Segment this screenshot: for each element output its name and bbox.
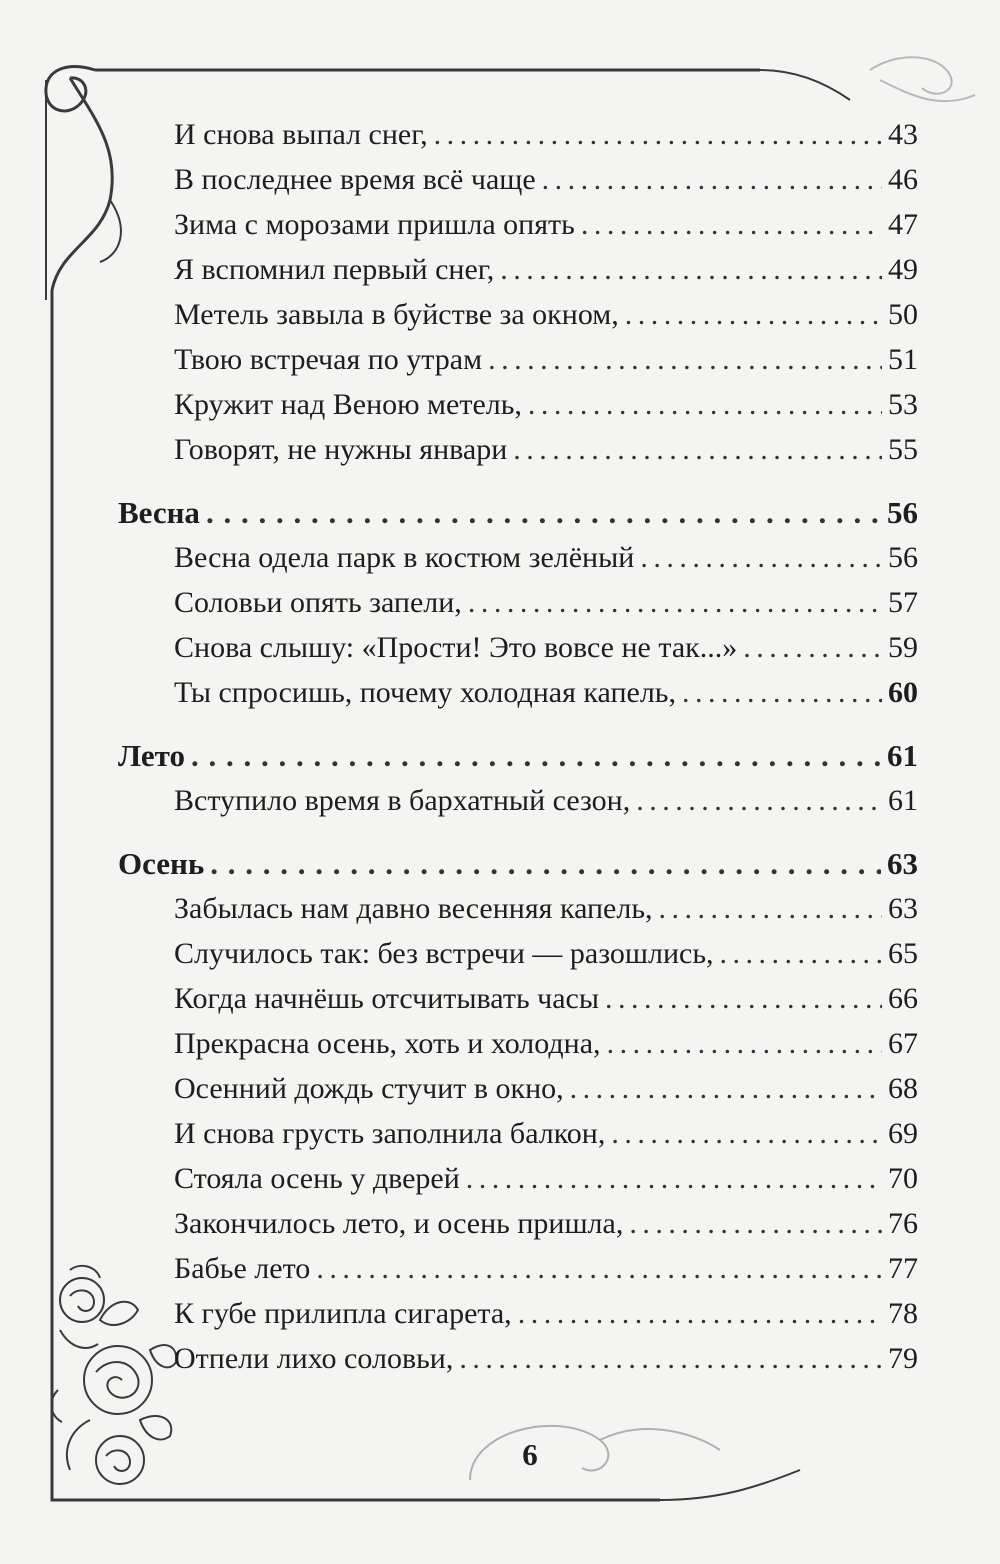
toc-entry-title: Соловьи опять запели, bbox=[174, 586, 462, 619]
toc-entry[interactable] bbox=[174, 1111, 918, 1156]
dot-leader bbox=[659, 886, 882, 931]
toc-entry[interactable] bbox=[174, 976, 918, 1021]
dot-leader bbox=[316, 1246, 882, 1291]
toc-entry-title: Весна bbox=[118, 495, 200, 530]
toc-entry-page: 63 bbox=[888, 892, 918, 925]
dot-leader bbox=[581, 202, 882, 247]
toc-entry-title: Закончилось лето, и осень пришла, bbox=[174, 1207, 624, 1240]
toc-entry-title: И снова грусть заполнила балкон, bbox=[174, 1117, 606, 1150]
toc-entry-page: 55 bbox=[888, 433, 918, 466]
toc-entry[interactable] bbox=[174, 1336, 918, 1381]
toc-entry[interactable] bbox=[174, 535, 918, 580]
toc-entry-page: 56 bbox=[887, 495, 918, 530]
dot-leader bbox=[611, 1111, 882, 1156]
toc-entry-title: Забылась нам давно весенняя капель, bbox=[174, 892, 653, 925]
toc-entry[interactable] bbox=[174, 625, 918, 670]
toc-entry-title: Отпели лихо соловьи, bbox=[174, 1342, 454, 1375]
toc-entry[interactable] bbox=[174, 1066, 918, 1111]
toc-entry[interactable] bbox=[174, 1156, 918, 1201]
toc-entry-title: Когда начнёшь отсчитывать часы bbox=[174, 982, 599, 1015]
toc-entry-title: И снова выпал снег, bbox=[174, 118, 428, 151]
toc-entry-title: Говорят, не нужны январи bbox=[174, 433, 508, 466]
toc-entry[interactable] bbox=[174, 931, 918, 976]
toc-entry-title: Весна одела парк в костюм зелёный bbox=[174, 541, 635, 574]
dot-leader bbox=[459, 1336, 882, 1381]
dot-leader bbox=[743, 625, 882, 670]
toc-entry-title: Бабье лето bbox=[174, 1252, 311, 1285]
toc-entry[interactable] bbox=[174, 886, 918, 931]
toc-entry-page: 78 bbox=[888, 1297, 918, 1330]
toc-entry-page: 53 bbox=[888, 388, 918, 421]
dot-leader bbox=[488, 337, 882, 382]
toc-entry[interactable] bbox=[174, 247, 918, 292]
dot-leader bbox=[210, 841, 881, 886]
dot-leader bbox=[605, 976, 882, 1021]
toc-entry-page: 67 bbox=[888, 1027, 918, 1060]
toc-entry-title: Зима с морозами пришла опять bbox=[174, 208, 575, 241]
toc-entry-title: Осень bbox=[118, 846, 205, 881]
toc-entry-title: Кружит над Веною метель, bbox=[174, 388, 522, 421]
toc-entry-title: Я вспомнил первый снег, bbox=[174, 253, 495, 286]
toc-entry[interactable] bbox=[174, 778, 918, 823]
toc-entry-page: 70 bbox=[888, 1162, 918, 1195]
dot-leader bbox=[640, 535, 882, 580]
toc-entry-page: 47 bbox=[888, 208, 918, 241]
toc-entry[interactable] bbox=[174, 1291, 918, 1336]
toc-entry-page: 76 bbox=[888, 1207, 918, 1240]
dot-leader bbox=[513, 427, 882, 472]
toc-entry-page: 69 bbox=[888, 1117, 918, 1150]
toc-section[interactable] bbox=[118, 733, 918, 778]
dot-leader bbox=[682, 670, 882, 715]
dot-leader bbox=[206, 490, 881, 535]
toc-entry-page: 57 bbox=[888, 586, 918, 619]
toc-entry-title: Метель завыла в буйстве за окном, bbox=[174, 298, 619, 331]
toc-entry-title: В последнее время всё чаще bbox=[174, 163, 536, 196]
toc-entry-title: Твою встречая по утрам bbox=[174, 343, 483, 376]
dot-leader bbox=[629, 1201, 882, 1246]
toc-entry[interactable] bbox=[174, 202, 918, 247]
dot-leader bbox=[528, 382, 882, 427]
dot-leader bbox=[191, 733, 881, 778]
toc-entry-title: Стояла осень у дверей bbox=[174, 1162, 460, 1195]
toc-entry-page: 51 bbox=[888, 343, 918, 376]
toc-entry-page: 46 bbox=[888, 163, 918, 196]
toc-entry-title: Прекрасна осень, хоть и холодна, bbox=[174, 1027, 601, 1060]
toc-entry[interactable] bbox=[174, 112, 918, 157]
toc-entry[interactable] bbox=[174, 670, 918, 715]
toc-entry-title: К губе прилипла сигарета, bbox=[174, 1297, 512, 1330]
toc-entry-page: 79 bbox=[888, 1342, 918, 1375]
toc-entry[interactable] bbox=[174, 382, 918, 427]
toc-entry[interactable] bbox=[174, 580, 918, 625]
toc-entry-page: 65 bbox=[888, 937, 918, 970]
toc-entry[interactable] bbox=[174, 427, 918, 472]
toc-entry-title: Ты спросишь, почему холодная капель, bbox=[174, 676, 676, 709]
dot-leader bbox=[434, 112, 882, 157]
dot-leader bbox=[500, 247, 882, 292]
toc-entry[interactable] bbox=[174, 1201, 918, 1246]
toc-entry-title: Вступило время в бархатный сезон, bbox=[174, 784, 631, 817]
dot-leader bbox=[468, 580, 882, 625]
toc-entry[interactable] bbox=[174, 157, 918, 202]
toc-entry-page: 77 bbox=[888, 1252, 918, 1285]
toc-entry-page: 50 bbox=[888, 298, 918, 331]
table-of-contents bbox=[118, 112, 918, 1381]
dot-leader bbox=[636, 778, 882, 823]
toc-section[interactable] bbox=[118, 490, 918, 535]
toc-entry[interactable] bbox=[174, 1021, 918, 1066]
toc-entry-title: Лето bbox=[118, 738, 185, 773]
toc-entry-title: Снова слышу: «Прости! Это вовсе не так...» bbox=[174, 631, 738, 664]
toc-entry[interactable] bbox=[174, 292, 918, 337]
toc-entry-page: 56 bbox=[888, 541, 918, 574]
toc-entry-page: 60 bbox=[888, 676, 918, 709]
toc-entry-page: 68 bbox=[888, 1072, 918, 1105]
dot-leader bbox=[518, 1291, 882, 1336]
dot-leader bbox=[542, 157, 882, 202]
toc-entry-page: 66 bbox=[888, 982, 918, 1015]
toc-entry-page: 43 bbox=[888, 118, 918, 151]
toc-entry-page: 49 bbox=[888, 253, 918, 286]
toc-section[interactable] bbox=[118, 841, 918, 886]
dot-leader bbox=[466, 1156, 882, 1201]
page-number: 6 bbox=[522, 1437, 538, 1472]
toc-entry-page: 59 bbox=[888, 631, 918, 664]
dot-leader bbox=[570, 1066, 882, 1111]
toc-entry-page: 63 bbox=[887, 846, 918, 881]
toc-entry-title: Осенний дождь стучит в окно, bbox=[174, 1072, 564, 1105]
dot-leader bbox=[607, 1021, 882, 1066]
toc-entry-page: 61 bbox=[887, 738, 918, 773]
dot-leader bbox=[625, 292, 882, 337]
toc-entry[interactable] bbox=[174, 337, 918, 382]
toc-entry-page: 61 bbox=[888, 784, 918, 817]
toc-entry[interactable] bbox=[174, 1246, 918, 1291]
dot-leader bbox=[720, 931, 882, 976]
toc-entry-title: Случилось так: без встречи — разошлись, bbox=[174, 937, 714, 970]
